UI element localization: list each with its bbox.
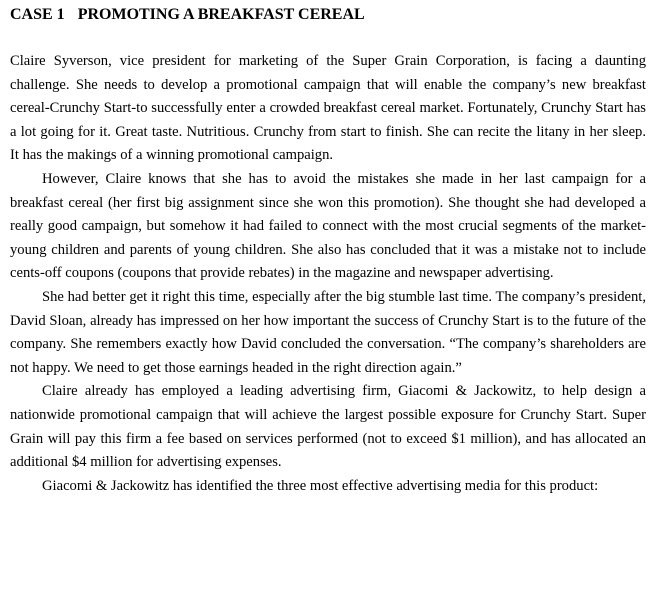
case-title: PROMOTING A BREAKFAST CEREAL <box>77 6 365 23</box>
case-number: CASE 1 <box>10 6 65 23</box>
paragraph-2: However, Claire knows that she has to avoid the mistakes she made in her last campaign for a breakfast cereal (her first big assignment since she won this promotion). She thought she had developed a really good campaign, but somehow it had failed to connect with the most crucial segments of the market-young children and parents of young children. She also has concluded that it was a mistake not to include cents-off coupons (coupons that provide rebates) in the magazine and newspaper advertising. <box>10 170 646 282</box>
paragraph-3: She had better get it right this time, especially after the big stumble last time. The company’s president, David Sloan, already has impressed on her how important the success of Crunchy Start is to the future of the company. She remembers exactly how David concluded the conversation. “The company’s shareholders are not happy. We need to get those earnings headed in the right direction again.” <box>10 288 646 376</box>
paragraph-5: Giacomi & Jackowitz has identified the three most effective advertising media for this product: <box>42 477 599 494</box>
paragraph-4: Claire already has employed a leading advertising firm, Giacomi & Jackowitz, to help design a nationwide promotional campaign that will achieve the largest possible exposure for Crunchy Start. Super Grain will pay this firm a fee based on services performed (not to exceed $1 million), and has allocated an additional $4 million for advertising expenses. <box>10 383 646 471</box>
case-body <box>10 50 646 498</box>
paragraph-1: Claire Syverson, vice president for marketing of the Super Grain Corporation, is facing a daunting challenge. She needs to develop a promotional campaign that will enable the company’s new breakfast cereal-Crunchy Start-to successfully enter a crowded breakfast cereal market. Fortunately, Crunchy Start has a lot going for it. Great taste. Nutritious. Crunchy from start to finish. She can recite the litany in her sleep. It has the makings of a winning promotional campaign. <box>10 53 646 164</box>
case-heading <box>10 4 646 26</box>
document-page <box>10 4 646 498</box>
